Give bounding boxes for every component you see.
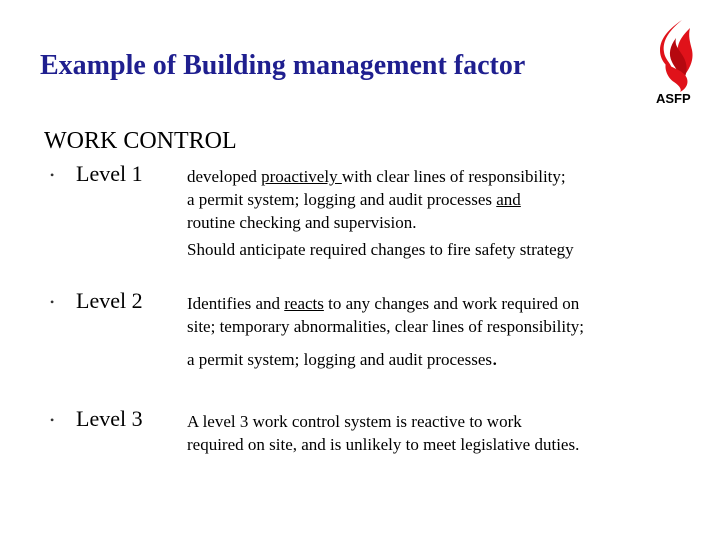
level-2-line-3: a permit system; logging and audit processes. [187,345,498,370]
level-1-description [187,165,574,261]
level-1-line-4: Should anticipate required changes to fire safety strategy [187,240,574,259]
bullet-icon: • [50,168,55,182]
logo-text: ASFP [656,91,691,106]
bullet-icon: • [50,295,55,309]
level-2-label: Level 2 [76,288,143,313]
level-2-line-1: Identifies and reacts to any changes and work required on [187,294,580,313]
level-2-description [187,292,584,371]
level-3-line-1: A level 3 work control system is reactive to work [187,412,522,431]
level-1-label: Level 1 [76,161,143,186]
level-3-label: Level 3 [76,406,143,431]
level-3-line-2: required on site, and is unlikely to meet legislative duties. [187,435,580,454]
slide-title: Example of Building management factor [40,50,526,81]
section-heading: WORK CONTROL [44,128,237,154]
level-1-line-1: developed proactively with clear lines of responsibility; [187,167,566,186]
level-1-line-3: routine checking and supervision. [187,213,417,232]
bullet-icon: • [50,413,55,427]
level-3-description [187,410,579,456]
level-2-line-2: site; temporary abnormalities, clear lines of responsibility; [187,317,585,336]
level-1-line-2: a permit system; logging and audit processes and [187,190,521,209]
